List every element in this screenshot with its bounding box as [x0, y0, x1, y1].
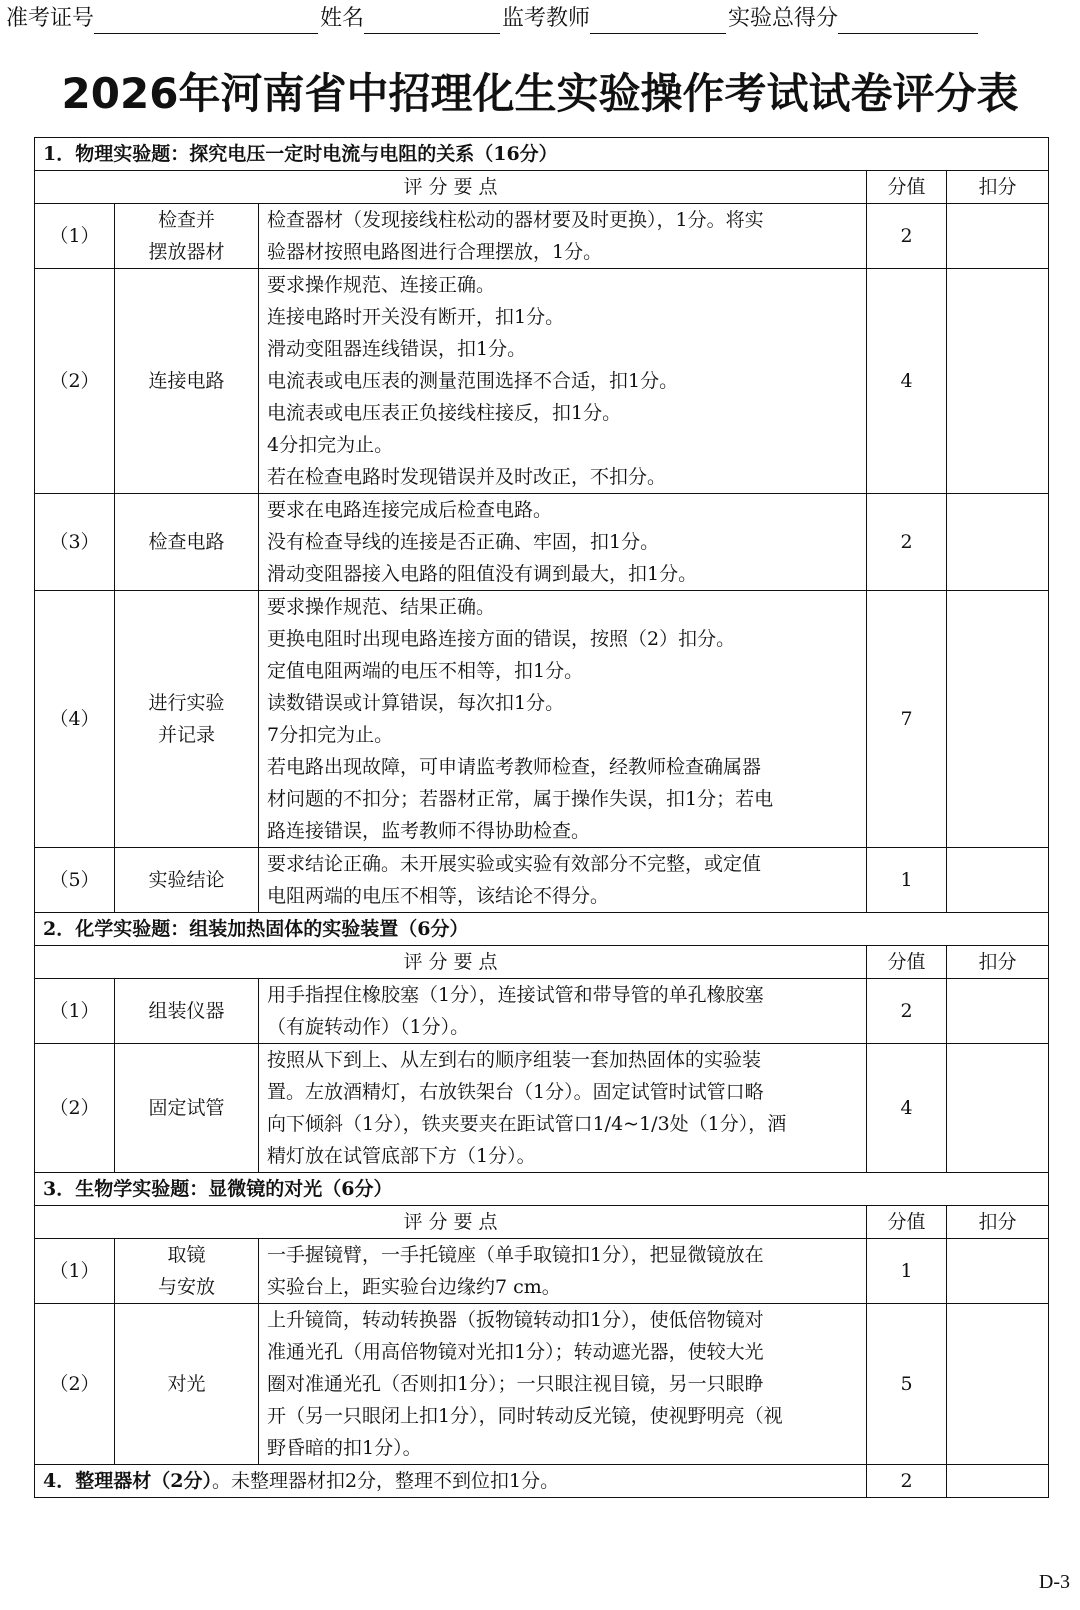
row-index: （2）	[35, 269, 115, 494]
item-name-line: 进行实验	[148, 692, 225, 714]
score-value: 2	[867, 494, 947, 591]
criteria-line: 电流表或电压表的测量范围选择不合适，扣1分。	[267, 370, 679, 392]
scoring-criteria	[259, 269, 867, 494]
scoring-row	[35, 494, 1049, 591]
deduction-cell[interactable]	[947, 848, 1049, 913]
deduction-cell[interactable]	[947, 494, 1049, 591]
item-name-line: 实验结论	[148, 869, 225, 891]
criteria-line: （有旋转动作）（1分）。	[267, 1016, 470, 1038]
deduction-cell[interactable]	[947, 204, 1049, 269]
criteria-line: 检查器材（发现接线柱松动的器材要及时更换），1分。将实	[267, 209, 764, 231]
criteria-line: 滑动变阻器接入电路的阻值没有调到最大，扣1分。	[267, 563, 698, 585]
scoring-row	[35, 204, 1049, 269]
scoring-criteria	[259, 1304, 867, 1465]
deduction-cell[interactable]	[947, 591, 1049, 848]
exam-number-blank[interactable]	[94, 9, 318, 34]
criteria-line: 一手握镜臂，一手托镜座（单手取镜扣1分），把显微镜放在	[267, 1244, 764, 1266]
score-value: 4	[867, 269, 947, 494]
score-value-header: 分值	[867, 1206, 947, 1239]
scoring-criteria	[259, 979, 867, 1044]
scoring-row	[35, 848, 1049, 913]
row-index: （4）	[35, 591, 115, 848]
column-header-row	[35, 171, 1049, 204]
item-name-line: 取镜	[167, 1244, 206, 1266]
criteria-line: 连接电路时开关没有断开，扣1分。	[267, 306, 565, 328]
item-name-line: 组装仪器	[148, 1000, 225, 1022]
item-name	[115, 204, 259, 269]
item-name-line: 连接电路	[148, 370, 225, 392]
deduction-cell[interactable]	[947, 979, 1049, 1044]
score-value-header: 分值	[867, 171, 947, 204]
item-name-line: 摆放器材	[148, 241, 225, 263]
item-name-line: 固定试管	[148, 1097, 225, 1119]
score-value: 4	[867, 1044, 947, 1173]
criteria-line: 若电路出现故障，可申请监考教师检查，经教师检查确属器	[267, 756, 762, 778]
criteria-line: 电流表或电压表正负接线柱接反，扣1分。	[267, 402, 622, 424]
scoring-criteria	[259, 591, 867, 848]
criteria-line: 向下倾斜（1分），铁夹要夹在距试管口1/4~1/3处（1分），酒	[267, 1113, 787, 1135]
criteria-line: 材问题的不扣分；若器材正常，属于操作失误，扣1分；若电	[267, 788, 774, 810]
scoring-points-header: 评 分 要 点	[35, 171, 867, 204]
scoring-row	[35, 1304, 1049, 1465]
page-title: 2026年河南省中招理化生实验操作考试试卷评分表	[61, 69, 1019, 118]
cleanup-row	[35, 1465, 1049, 1498]
deduction-cell[interactable]	[947, 269, 1049, 494]
column-header-row	[35, 1206, 1049, 1239]
criteria-line: 开（另一只眼闭上扣1分），同时转动反光镜，使视野明亮（视	[267, 1405, 783, 1427]
scoring-table	[34, 137, 1049, 1498]
item-name-line: 与安放	[157, 1276, 215, 1298]
score-value: 5	[867, 1304, 947, 1465]
criteria-line: 要求在电路连接完成后检查电路。	[267, 499, 553, 521]
cleanup-title-bold: 4．整理器材（2分）	[43, 1470, 212, 1492]
name-blank[interactable]	[364, 9, 500, 34]
score-value: 2	[867, 1465, 947, 1498]
criteria-line: 7分扣完为止。	[267, 724, 394, 746]
item-name	[115, 979, 259, 1044]
score-value: 7	[867, 591, 947, 848]
scoring-row	[35, 979, 1049, 1044]
total-score-label: 实验总得分	[728, 6, 839, 31]
criteria-line: 准通光孔（用高倍物镜对光扣1分）；转动遮光器，使较大光	[267, 1341, 764, 1363]
section-title-row	[35, 138, 1049, 171]
section-title: 3．生物学实验题：显微镜的对光（6分）	[35, 1173, 1049, 1206]
criteria-line: 电阻两端的电压不相等，该结论不得分。	[267, 885, 610, 907]
cleanup-title	[35, 1465, 867, 1498]
criteria-line: 按照从下到上、从左到右的顺序组装一套加热固体的实验装	[267, 1049, 762, 1071]
criteria-line: 路连接错误，监考教师不得协助检查。	[267, 820, 591, 842]
deduction-cell[interactable]	[947, 1304, 1049, 1465]
criteria-line: 更换电阻时出现电路连接方面的错误，按照（2）扣分。	[267, 628, 736, 650]
criteria-line: 上升镜筒，转动转换器（扳物镜转动扣1分），使低倍物镜对	[267, 1309, 764, 1331]
item-name	[115, 591, 259, 848]
invigilator-blank[interactable]	[590, 9, 726, 34]
item-name	[115, 1239, 259, 1304]
scoring-row	[35, 1239, 1049, 1304]
item-name	[115, 494, 259, 591]
criteria-line: 用手指捏住橡胶塞（1分），连接试管和带导管的单孔橡胶塞	[267, 984, 764, 1006]
item-name	[115, 1304, 259, 1465]
scoring-row	[35, 1044, 1049, 1173]
row-index: （1）	[35, 979, 115, 1044]
section-title-row	[35, 913, 1049, 946]
scoring-points-header: 评 分 要 点	[35, 1206, 867, 1239]
column-header-row	[35, 946, 1049, 979]
score-value: 1	[867, 848, 947, 913]
criteria-line: 定值电阻两端的电压不相等，扣1分。	[267, 660, 584, 682]
name-label: 姓名	[320, 6, 365, 31]
criteria-line: 精灯放在试管底部下方（1分）。	[267, 1145, 536, 1167]
scoring-points-header: 评 分 要 点	[35, 946, 867, 979]
score-value-header: 分值	[867, 946, 947, 979]
deduction-cell[interactable]	[947, 1239, 1049, 1304]
criteria-line: 4分扣完为止。	[267, 434, 394, 456]
item-name	[115, 1044, 259, 1173]
section-title: 2．化学实验题：组装加热固体的实验装置（6分）	[35, 913, 1049, 946]
criteria-line: 要求结论正确。未开展实验或实验有效部分不完整，或定值	[267, 853, 762, 875]
section-title-row	[35, 1173, 1049, 1206]
scoring-criteria	[259, 1044, 867, 1173]
item-name-line: 并记录	[157, 724, 215, 746]
row-index: （5）	[35, 848, 115, 913]
scoring-criteria	[259, 204, 867, 269]
scoring-criteria	[259, 848, 867, 913]
deduction-cell[interactable]	[947, 1044, 1049, 1173]
criteria-line: 置。左放酒精灯，右放铁架台（1分）。固定试管时试管口略	[267, 1081, 764, 1103]
page-number: D-3	[1038, 1571, 1070, 1593]
deduction-header: 扣分	[947, 171, 1049, 204]
criteria-line: 要求操作规范、结果正确。	[267, 596, 496, 618]
row-index: （1）	[35, 204, 115, 269]
scoring-row	[35, 269, 1049, 494]
deduction-header: 扣分	[947, 1206, 1049, 1239]
invigilator-label: 监考教师	[502, 6, 591, 31]
scoring-criteria	[259, 494, 867, 591]
criteria-line: 若在检查电路时发现错误并及时改正，不扣分。	[267, 466, 667, 488]
item-name-line: 检查电路	[148, 531, 225, 553]
criteria-line: 验器材按照电路图进行合理摆放，1分。	[267, 241, 603, 263]
item-name-line: 对光	[167, 1373, 206, 1395]
cleanup-title-rest: 。未整理器材扣2分，整理不到位扣1分。	[211, 1470, 560, 1492]
score-value: 2	[867, 979, 947, 1044]
criteria-line: 实验台上，距实验台边缘约7 cm。	[267, 1276, 561, 1298]
deduction-header: 扣分	[947, 946, 1049, 979]
criteria-line: 圈对准通光孔（否则扣1分）；一只眼注视目镜，另一只眼睁	[267, 1373, 764, 1395]
row-index: （2）	[35, 1044, 115, 1173]
score-value: 1	[867, 1239, 947, 1304]
candidate-info-line	[6, 4, 1074, 34]
deduction-cell[interactable]	[947, 1465, 1049, 1498]
row-index: （1）	[35, 1239, 115, 1304]
criteria-line: 读数错误或计算错误，每次扣1分。	[267, 692, 565, 714]
score-value: 2	[867, 204, 947, 269]
item-name	[115, 269, 259, 494]
criteria-line: 没有检查导线的连接是否正确、牢固，扣1分。	[267, 531, 660, 553]
criteria-line: 野昏暗的扣1分）。	[267, 1437, 422, 1459]
total-score-blank[interactable]	[838, 9, 978, 34]
row-index: （2）	[35, 1304, 115, 1465]
exam-number-label: 准考证号	[6, 6, 95, 31]
item-name	[115, 848, 259, 913]
scoring-row	[35, 591, 1049, 848]
section-title: 1．物理实验题：探究电压一定时电流与电阻的关系（16分）	[35, 138, 1049, 171]
scoring-criteria	[259, 1239, 867, 1304]
criteria-line: 要求操作规范、连接正确。	[267, 274, 496, 296]
item-name-line: 检查并	[157, 209, 215, 231]
criteria-line: 滑动变阻器连线错误，扣1分。	[267, 338, 527, 360]
row-index: （3）	[35, 494, 115, 591]
